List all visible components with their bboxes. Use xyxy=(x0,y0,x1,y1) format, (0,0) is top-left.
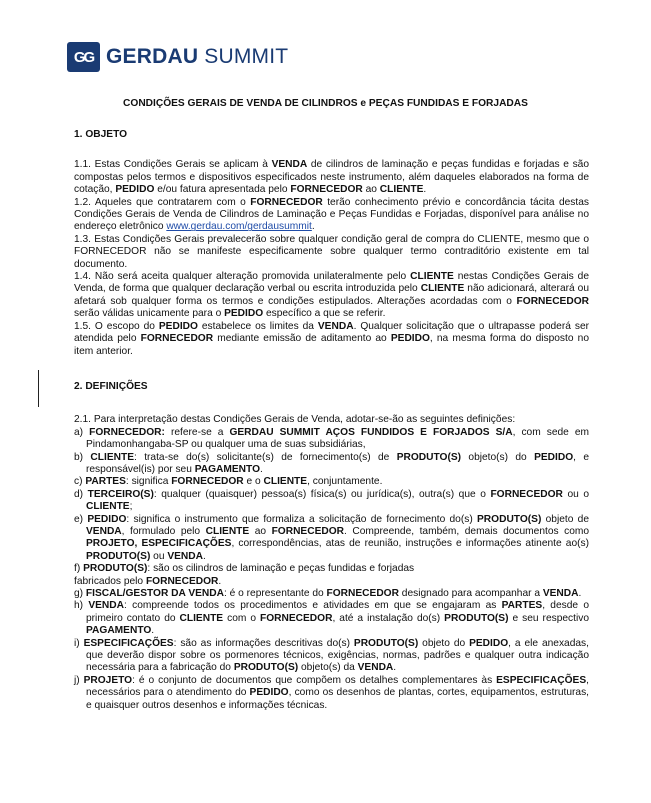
clause-1-3: 1.3. Estas Condições Gerais prevalecerão sobre qualquer condição geral de compra do CLIENTE, mesmo que o FORNECEDOR não se manifeste especificamente sobre qualquer termo contraditório existente em tal documento. xyxy=(74,233,589,270)
definition-d: d) TERCEIRO(S): qualquer (quaisquer) pessoa(s) física(s) ou jurídica(s), outra(s) que o FORNECEDOR ou o CLIENTE; xyxy=(74,488,589,513)
clause-1-1: 1.1. Estas Condições Gerais se aplicam à VENDA de cilindros de laminação e peças fundidas e forjadas e são compostas pelos termos e dispositivos especificados neste instrumento, além daqueles elaborados na forma de cotação, PEDIDO e/ou fatura apresentada pelo FORNECEDOR ao CLIENTE. xyxy=(74,159,589,196)
definition-f: f) PRODUTO(S): são os cilindros de laminação e peças fundidas e forjadas fabricados pelo FORNECEDOR. xyxy=(74,563,415,587)
definition-e: e) PEDIDO: significa o instrumento que formaliza a solicitação de fornecimento do(s) PRODUTO(S) objeto de VENDA, formulado pelo CLIENTE ao FORNECEDOR. Compreende, também, demais documentos como PROJETO, ESPECIFICAÇÕES, correspondências, atas de reunião, instruções e informações atinente ao(s) PRODUTO(S) ou VENDA. xyxy=(74,513,590,562)
definition-b: b) CLIENTE: trata-se do(s) solicitante(s) de fornecimento(s) de PRODUTO(S) objeto(s) do PEDIDO, e responsável(is) por seu PAGAMENTO. xyxy=(74,451,590,475)
document-title: CONDIÇÕES GERAIS DE VENDA DE CILINDROS e PEÇAS FUNDIDAS E FORJADAS xyxy=(123,98,528,109)
gerdau-logo-icon: GG xyxy=(67,42,100,72)
definition-a: a) FORNECEDOR: refere-se a GERDAU SUMMIT AÇOS FUNDIDOS E FORJADOS S/A, com sede em Pindamonhangaba-SP ou qualquer uma de suas subsidiárias, xyxy=(74,426,589,451)
clause-1-2: 1.2. Aqueles que contratarem com o FORNECEDOR terão conhecimento prévio e concordância tácita destas Condições Gerais de Venda de Cilindros de Laminação e Peças Fundidas e Forjadas, disponível para análise no endereço eletrônico www.gerdau.com/gerdausummit. xyxy=(74,196,589,233)
document-body xyxy=(74,129,589,712)
definition-c: c) PARTES: significa FORNECEDOR e o CLIENTE, conjuntamente. xyxy=(74,476,383,488)
clause-1-5: 1.5. O escopo do PEDIDO estabelece os limites da VENDA. Qualquer solicitação que o ultrapasse poderá ser atendida pelo FORNECEDOR mediante emissão de aditamento ao PEDIDO, na mesma forma do disposto no item anterior. xyxy=(74,320,589,357)
clause-2-1-intro: 2.1. Para interpretação destas Condições Gerais de Venda, adotar-se-ão as seguintes definições: xyxy=(74,414,516,426)
brand-name: GERDAU SUMMIT xyxy=(106,45,289,68)
definition-h: h) VENDA: compreende todos os procedimentos e atividades em que se engajaram as PARTES, desde o primeiro contato do CLIENTE com o FORNECEDOR, até a instalação do(s) PRODUTO(S) e seu respectivo PAGAMENTO. xyxy=(74,600,590,637)
gerdau-summit-link[interactable]: www.gerdau.com/gerdausummit xyxy=(166,221,312,233)
clause-1-4: 1.4. Não será aceita qualquer alteração promovida unilateralmente pelo CLIENTE nestas Condições Gerais de Venda, de forma que qualquer declaração verbal ou escrita introduzida pelo CLIENTE não adicionará, alterará ou afetará sob qualquer forma os termos e condições estipulados. Alterações acordadas com o FORNECEDOR serão válidas unicamente para o PEDIDO específico a que se referir. xyxy=(74,271,590,320)
definition-i: i) ESPECIFICAÇÕES: são as informações descritivas do(s) PRODUTO(S) objeto do PEDIDO, a ele anexadas, que deverão dispor sobre os pormenores técnicos, exigências, normas, padrões e qualquer outra indicação necessária para a fabricação do PRODUTO(S) objeto(s) da VENDA. xyxy=(74,637,589,674)
definition-j: j) PROJETO: é o conjunto de documentos que compõem os detalhes complementares às ESPECIFICAÇÕES, necessários para o atendimento do PEDIDO, como os desenhos de plantas, cortes, equipamentos, estruturas, e quaisquer outros desenhos e informações técnicas. xyxy=(74,674,589,711)
gerdau-summit-logo xyxy=(67,42,288,72)
section-heading-definicoes: 2. DEFINIÇÕES xyxy=(74,380,148,392)
section-heading-objeto: 1. OBJETO xyxy=(74,129,128,140)
definition-g: g) FISCAL/GESTOR DA VENDA: é o representante do FORNECEDOR designado para acompanhar a VENDA. xyxy=(74,588,582,599)
text-cursor xyxy=(38,370,39,407)
